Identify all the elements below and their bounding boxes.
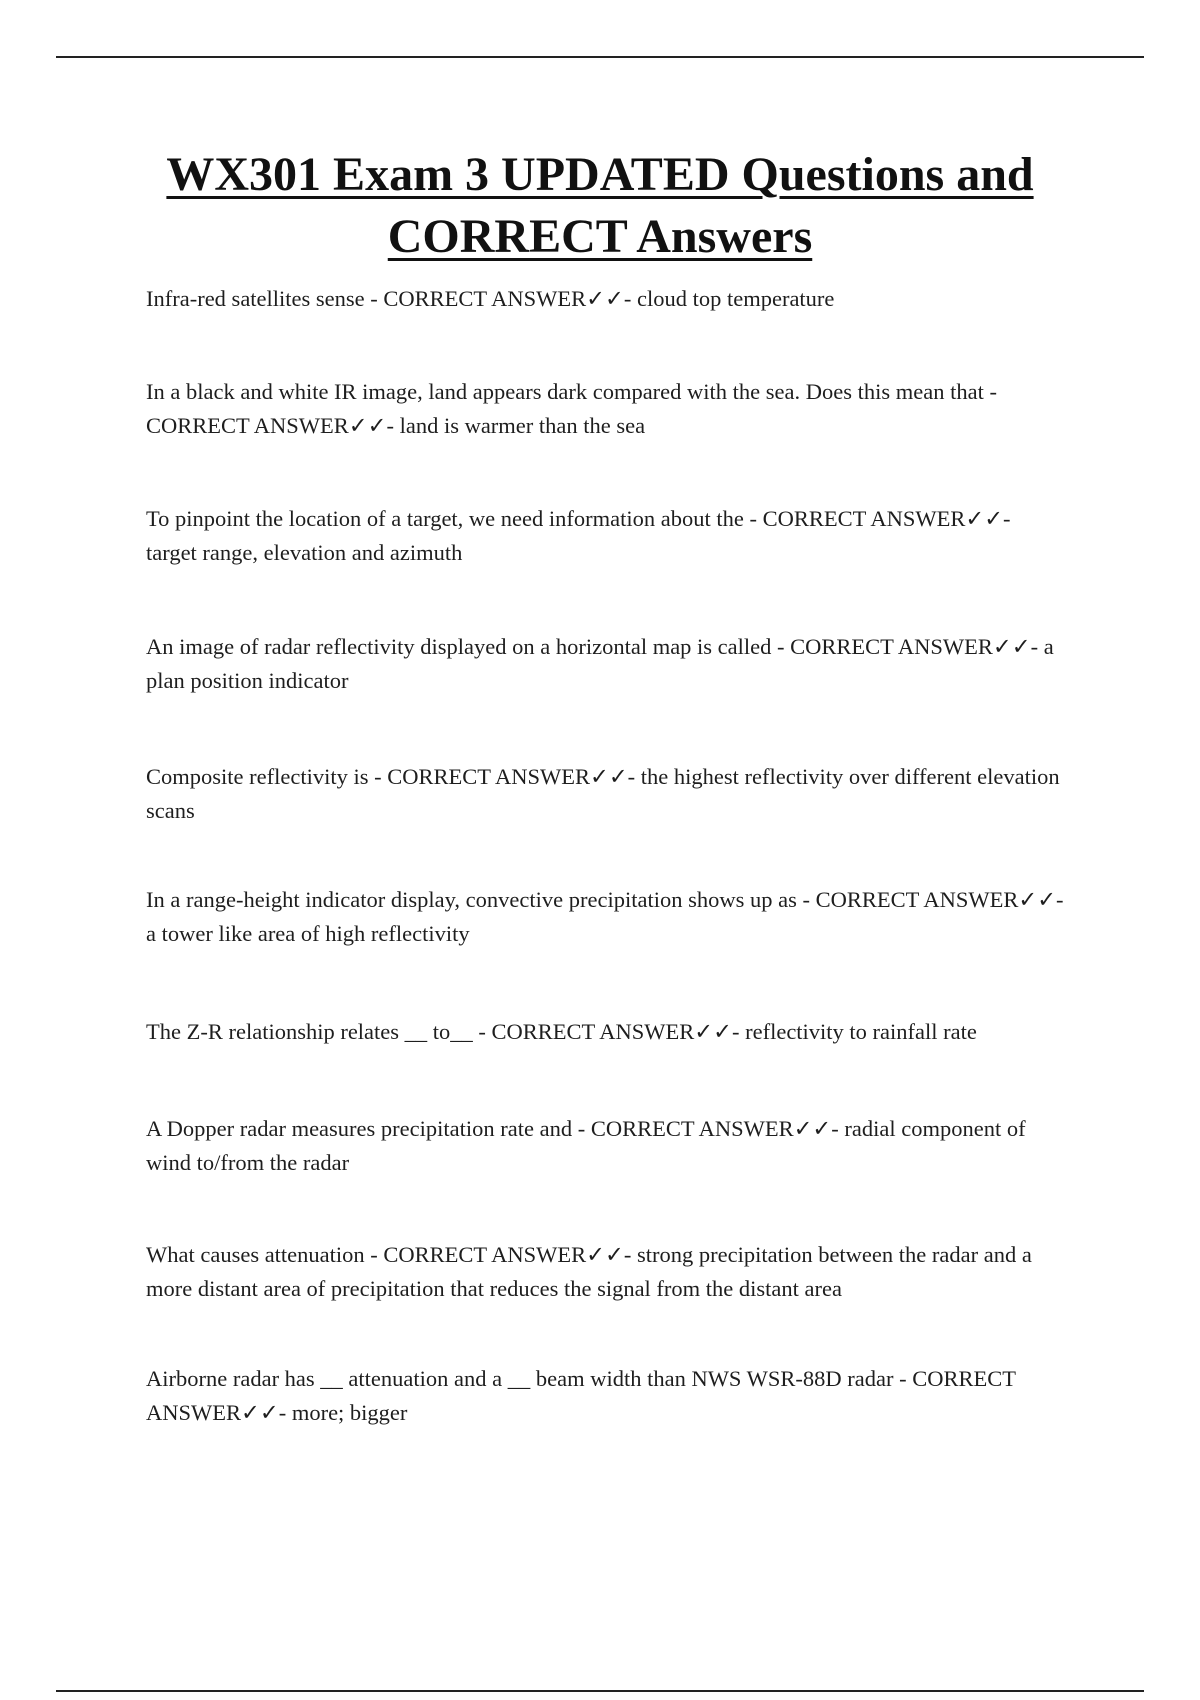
question-text: An image of radar reflectivity displayed on a horizontal map is called -	[146, 634, 791, 659]
answer-marker: CORRECT ANSWER✓✓-	[762, 506, 1011, 531]
question-text: The Z-R relationship relates __ to__ -	[146, 1019, 492, 1044]
question-text: Composite reflectivity is -	[146, 764, 388, 789]
answer-text: cloud top temperature	[636, 286, 835, 311]
qa-item	[146, 502, 1066, 570]
answer-text: a tower like area of high reflectivity	[146, 921, 470, 946]
answer-text: more; bigger	[291, 1400, 408, 1425]
qa-item	[146, 760, 1066, 828]
answer-text: the highest reflectivity over different elevation scans	[146, 764, 1060, 823]
qa-item	[146, 1015, 1066, 1049]
qa-item	[146, 630, 1066, 698]
header-rule	[56, 56, 1144, 58]
answer-marker: CORRECT ANSWER✓✓-	[387, 764, 641, 789]
answer-text: strong precipitation between the radar and a more distant area of precipitation that reduces the signal from the distant area	[146, 1242, 1032, 1301]
answer-text: reflectivity to rainfall rate	[745, 1019, 977, 1044]
answer-text: radial component of wind to/from the radar	[146, 1116, 1026, 1175]
qa-item	[146, 1362, 1066, 1430]
answer-marker: CORRECT ANSWER✓✓-	[146, 1366, 1016, 1425]
qa-item	[146, 282, 1066, 316]
question-text: Airborne radar has __ attenuation and a __ beam width than NWS WSR-88D radar -	[146, 1366, 913, 1391]
answer-marker: CORRECT ANSWER✓✓-	[790, 634, 1044, 659]
answer-marker: CORRECT ANSWER✓✓-	[383, 286, 637, 311]
document-title: WX301 Exam 3 UPDATED Questions and CORRECT Answers	[166, 148, 1034, 263]
question-text: To pinpoint the location of a target, we need information about the -	[146, 506, 763, 531]
answer-marker: CORRECT ANSWER✓✓-	[383, 1242, 637, 1267]
question-text: Infra-red satellites sense -	[146, 286, 384, 311]
footer-rule	[56, 1690, 1144, 1692]
answer-text: a plan position indicator	[146, 634, 1054, 693]
qa-item	[146, 883, 1066, 951]
answer-text: target range, elevation and azimuth	[146, 540, 463, 565]
answer-marker: CORRECT ANSWER✓✓-	[491, 1019, 746, 1044]
question-text: What causes attenuation -	[146, 1242, 384, 1267]
answer-text: land is warmer than the sea	[399, 413, 646, 438]
answer-marker: CORRECT ANSWER✓✓-	[815, 887, 1064, 912]
qa-item	[146, 375, 1066, 443]
qa-item	[146, 1112, 1066, 1180]
qa-item	[146, 1238, 1066, 1306]
question-text: In a black and white IR image, land appears dark compared with the sea. Does this mean that -	[146, 379, 997, 404]
answer-marker: CORRECT ANSWER✓✓-	[590, 1116, 845, 1141]
question-text: In a range-height indicator display, convective precipitation shows up as -	[146, 887, 816, 912]
answer-marker: CORRECT ANSWER✓✓-	[146, 413, 400, 438]
question-text: A Dopper radar measures precipitation rate and -	[146, 1116, 591, 1141]
